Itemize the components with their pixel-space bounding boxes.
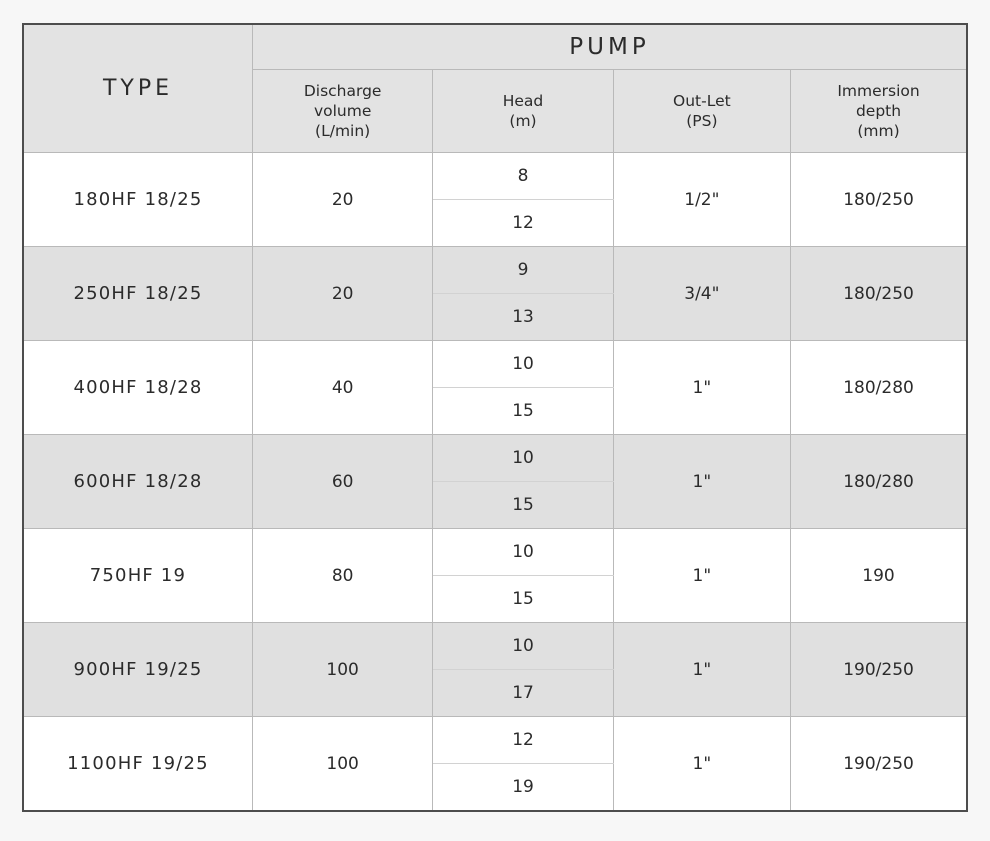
header-head-line1: Head — [502, 92, 544, 110]
cell-head-bottom: 17 — [433, 670, 613, 717]
cell-outlet: 3/4" — [613, 247, 790, 341]
table-row — [23, 529, 967, 576]
header-outlet-line2: (PS) — [686, 112, 718, 130]
cell-type: 400HF 18/28 — [23, 341, 252, 435]
header-outlet-line1: Out-Let — [673, 92, 731, 110]
cell-immersion: 180/280 — [791, 341, 967, 435]
cell-type: 250HF 18/25 — [23, 247, 252, 341]
header-discharge-line2: volume — [313, 102, 372, 120]
cell-immersion: 180/250 — [791, 153, 967, 247]
cell-outlet: 1" — [613, 529, 790, 623]
cell-discharge: 20 — [252, 153, 432, 247]
header-immersion-line1: Immersion — [837, 82, 920, 100]
table-row — [23, 435, 967, 482]
cell-head-top: 10 — [433, 623, 613, 670]
pump-specification-table — [22, 23, 968, 812]
cell-outlet: 1" — [613, 623, 790, 717]
table-row — [23, 247, 967, 294]
cell-head-top: 8 — [433, 153, 613, 200]
cell-outlet: 1" — [613, 717, 790, 812]
header-head — [433, 70, 613, 153]
cell-type: 1100HF 19/25 — [23, 717, 252, 812]
header-discharge-line3: (L/min) — [315, 122, 371, 140]
cell-immersion: 190/250 — [791, 623, 967, 717]
cell-head-top: 10 — [433, 341, 613, 388]
cell-immersion: 180/280 — [791, 435, 967, 529]
header-pump-group: PUMP — [252, 24, 967, 70]
cell-discharge: 80 — [252, 529, 432, 623]
table-row — [23, 153, 967, 200]
cell-discharge: 100 — [252, 623, 432, 717]
table-row — [23, 717, 967, 764]
table-row — [23, 623, 967, 670]
header-discharge-volume — [252, 70, 432, 153]
cell-outlet: 1" — [613, 435, 790, 529]
cell-type: 180HF 18/25 — [23, 153, 252, 247]
cell-outlet: 1" — [613, 341, 790, 435]
header-immersion-line2: depth — [855, 102, 902, 120]
cell-discharge: 40 — [252, 341, 432, 435]
cell-discharge: 100 — [252, 717, 432, 812]
header-type: TYPE — [23, 24, 252, 153]
header-discharge-line1: Discharge — [303, 82, 382, 100]
cell-outlet: 1/2" — [613, 153, 790, 247]
header-row-group — [23, 24, 967, 70]
cell-immersion: 190 — [791, 529, 967, 623]
cell-head-top: 10 — [433, 529, 613, 576]
cell-head-bottom: 12 — [433, 200, 613, 247]
table-header — [23, 24, 967, 153]
cell-type: 600HF 18/28 — [23, 435, 252, 529]
header-immersion-line3: (mm) — [857, 122, 900, 140]
header-outlet — [613, 70, 790, 153]
cell-head-top: 9 — [433, 247, 613, 294]
cell-discharge: 60 — [252, 435, 432, 529]
cell-head-bottom: 15 — [433, 576, 613, 623]
cell-head-bottom: 15 — [433, 388, 613, 435]
header-immersion-depth — [791, 70, 967, 153]
cell-type: 750HF 19 — [23, 529, 252, 623]
cell-discharge: 20 — [252, 247, 432, 341]
cell-head-top: 10 — [433, 435, 613, 482]
cell-head-bottom: 15 — [433, 482, 613, 529]
cell-immersion: 190/250 — [791, 717, 967, 812]
cell-type: 900HF 19/25 — [23, 623, 252, 717]
cell-head-top: 12 — [433, 717, 613, 764]
cell-head-bottom: 13 — [433, 294, 613, 341]
table-row — [23, 341, 967, 388]
header-head-line2: (m) — [509, 112, 537, 130]
cell-immersion: 180/250 — [791, 247, 967, 341]
table-body — [23, 153, 967, 812]
cell-head-bottom: 19 — [433, 764, 613, 812]
